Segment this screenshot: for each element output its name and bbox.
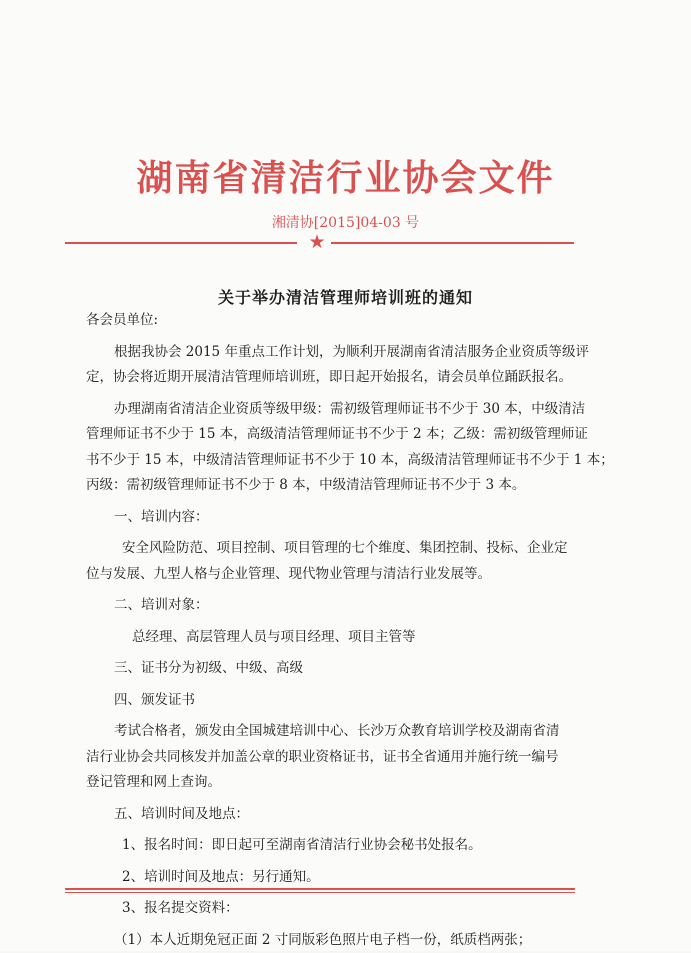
paragraph-line: 管理师证书不少于 15 本，高级清洁管理师证书不少于 2 本；乙级：需初级管理师证	[86, 422, 606, 448]
notice-title: 关于举办清洁管理师培训班的通知	[0, 285, 691, 308]
section-heading: 二、培训对象：	[86, 593, 606, 619]
list-item: 3、报名提交资料：	[86, 896, 606, 922]
footer-rule	[65, 888, 575, 893]
star-icon: ★	[307, 232, 327, 252]
paragraph-line: 安全风险防范、项目控制、项目管理的七个维度、集团控制、投标、企业定	[86, 536, 606, 562]
paragraph-line: 位与发展、九型人格与企业管理、现代物业管理与清洁行业发展等。	[86, 562, 606, 588]
paragraph-line: 总经理、高层管理人员与项目经理、项目主管等	[86, 625, 606, 651]
paragraph-line: 洁行业协会共同核发并加盖公章的职业资格证书，证书全省通用并施行统一编号	[86, 745, 606, 771]
list-item: （1）本人近期免冠正面 2 寸同版彩色照片电子档一份，纸质档两张；	[86, 928, 606, 953]
section-heading: 五、培训时间及地点：	[86, 802, 606, 828]
paragraph-line: 书不少于 15 本，中级清洁管理师证书不少于 10 本，高级清洁管理师证书不少于 1 本；	[86, 448, 606, 474]
salutation: 各会员单位:	[86, 308, 606, 334]
paragraph-line: 登记管理和网上查询。	[86, 770, 606, 796]
document-number: 湘清协[2015]04-03 号	[0, 212, 691, 232]
section-heading: 一、培训内容：	[86, 505, 606, 531]
notice-body	[86, 308, 606, 953]
paragraph-line: 办理湖南省清洁企业资质等级甲级：需初级管理师证书不少于 30 本，中级清洁	[86, 397, 606, 423]
paragraph-line: 定，协会将近期开展清洁管理师培训班，即日起开始报名，请会员单位踊跃报名。	[86, 365, 606, 391]
section-heading: 三、证书分为初级、中级、高级	[86, 656, 606, 682]
header-rule-right	[331, 242, 574, 244]
list-item: 2、培训时间及地点：另行通知。	[86, 865, 606, 891]
header-rule-left	[65, 242, 297, 244]
org-title: 湖南省清洁行业协会文件	[0, 150, 691, 201]
section-heading: 四、颁发证书	[86, 688, 606, 714]
paragraph-line: 丙级：需初级管理师证书不少于 8 本，中级清洁管理师证书不少于 3 本。	[86, 473, 606, 499]
paragraph-line: 考试合格者，颁发由全国城建培训中心、长沙万众教育培训学校及湖南省清	[86, 719, 606, 745]
list-item: 1、报名时间：即日起可至湖南省清洁行业协会秘书处报名。	[86, 833, 606, 859]
paragraph-line: 根据我协会 2015 年重点工作计划，为顺利开展湖南省清洁服务企业资质等级评	[86, 340, 606, 366]
